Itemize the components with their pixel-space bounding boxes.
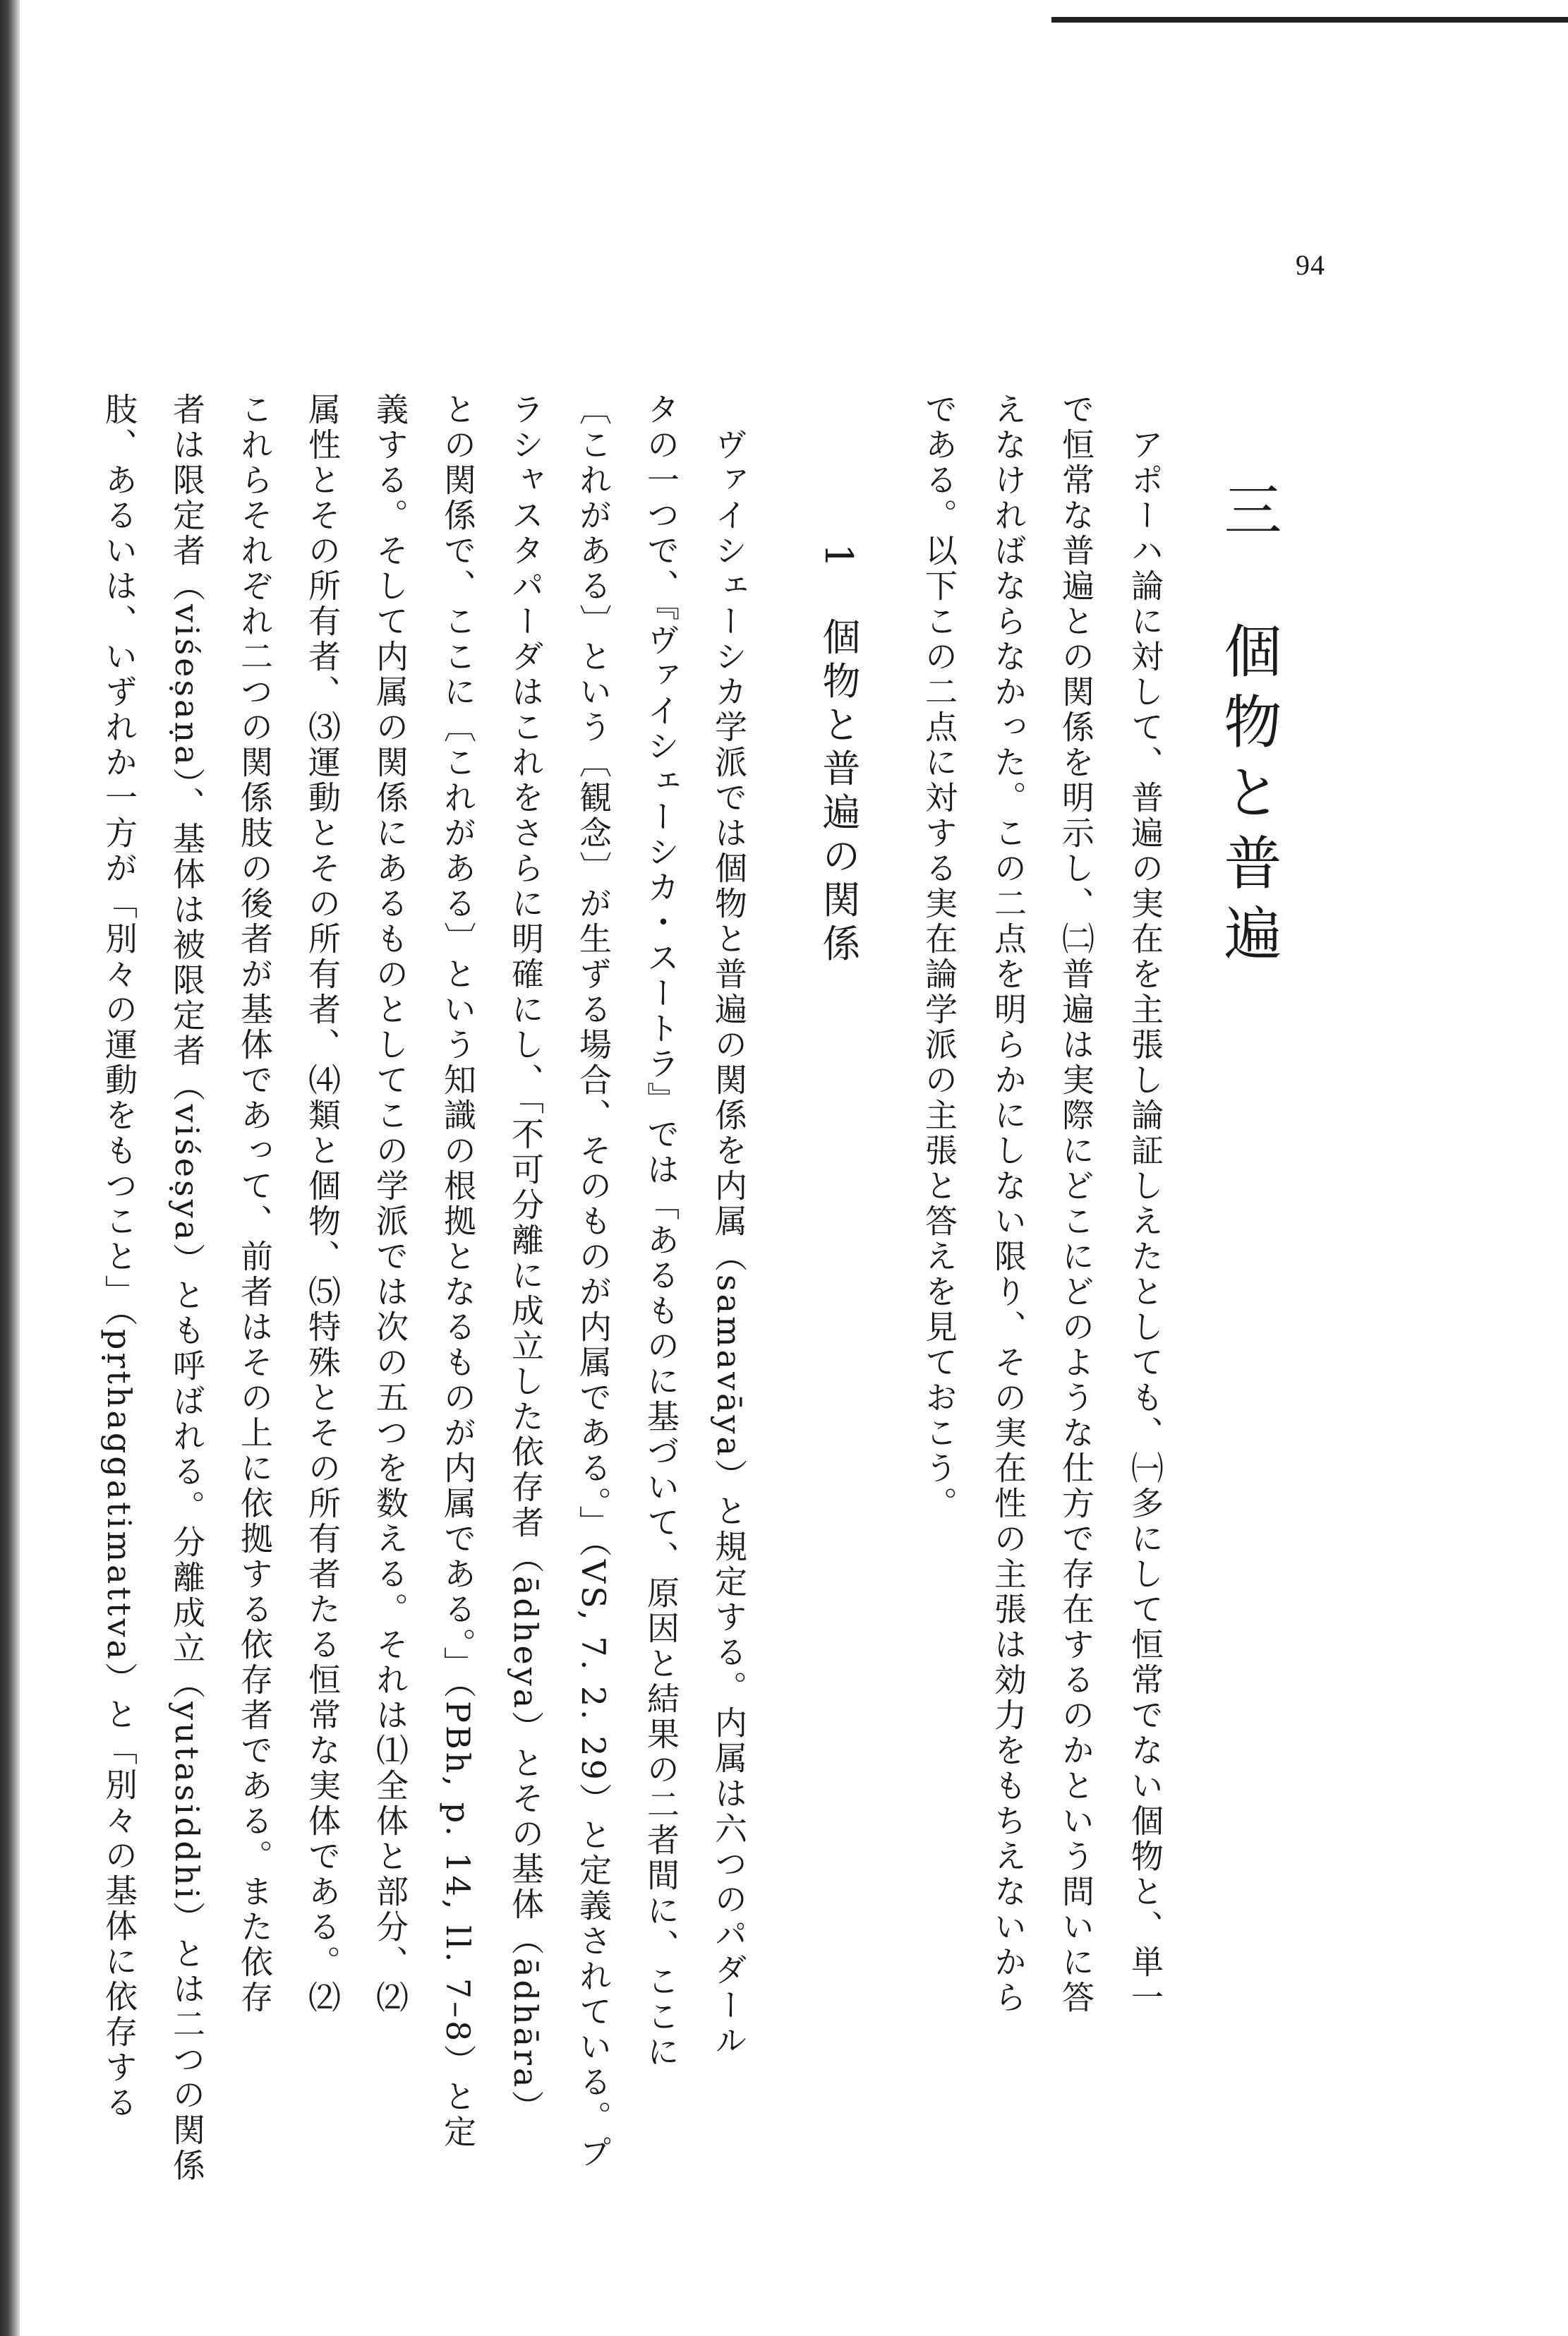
text-line: である。以下この二点に対する実在論学派の主張と答えを見ておこう。 [920, 392, 958, 1522]
text-line: ラシャスタパーダはこれをさらに明確にし、「不可分離に成立した依存者（ādheya）とその基体（ādhāra） [507, 392, 545, 2126]
main-paragraph [99, 392, 776, 2184]
page-number: 94 [1296, 249, 1325, 281]
text-line: えなければならなかった。この二点を明らかにしない限り、その実在性の主張は効力をもちえないから [989, 392, 1027, 2016]
text-line: 肢、あるいは、いずれか一方が「別々の運動をもつこと」（pṛthaggatimattva）と「別々の基体に依存する [100, 392, 138, 2121]
text-line: との関係で、ここに〔これがある〕という知識の根拠となるものが内属である。」（PBh, p. 14, ll. 7–8）と定 [439, 392, 477, 2150]
text-line: 者は限定者（viśeṣaṇa）、基体は被限定者（viśeṣya）とも呼ばれる。分離成立（yutasiddhi）とは二つの関係 [168, 392, 206, 2184]
text-line: 属性とその所有者、⑶運動とその所有者、⑷類と個物、⑸特殊とその所有者たる恒常な実体である。⑵ [303, 392, 342, 2016]
text-line: ヴァイシェーシカ学派では個物と普遍の関係を内属（samavāya）と規定する。内属は六つのパダール [710, 392, 748, 2059]
text-line: で恒常な普遍との関係を明示し、㈡普遍は実際にどこにどのような仕方で存在するのかという問いに答 [1057, 392, 1095, 2016]
text-line: アポーハ論に対して、普遍の実在を主張し論証しえたとしても、㈠多にして恒常でない個物と、単一 [1126, 392, 1164, 2016]
text-line: これらそれぞれ二つの関係肢の後者が基体であって、前者はその上に依拠する依存者である。また依存 [236, 392, 274, 2016]
intro-paragraph [896, 392, 1193, 2016]
subsection-title: 1 個物と普遍の関係 [816, 543, 861, 968]
scan-top-rule [1051, 17, 1568, 23]
section-title: 三 個物と普遍 [1214, 480, 1281, 974]
scan-edge-shadow [0, 0, 20, 2336]
text-line: タの一つで、『ヴァイシェーシカ・スートラ』では「あるものに基づいて、原因と結果の二者間に、ここに [642, 392, 680, 2070]
text-line: 義する。そして内属の関係にあるものとしてこの学派では次の五つを数える。それは⑴全体と部分、⑵ [371, 392, 409, 2016]
text-line: 〔これがある〕という〔観念〕が生ずる場合、そのものが内属である。」（VS, 7. 2. 29）と定義されている。プ [574, 392, 613, 2171]
